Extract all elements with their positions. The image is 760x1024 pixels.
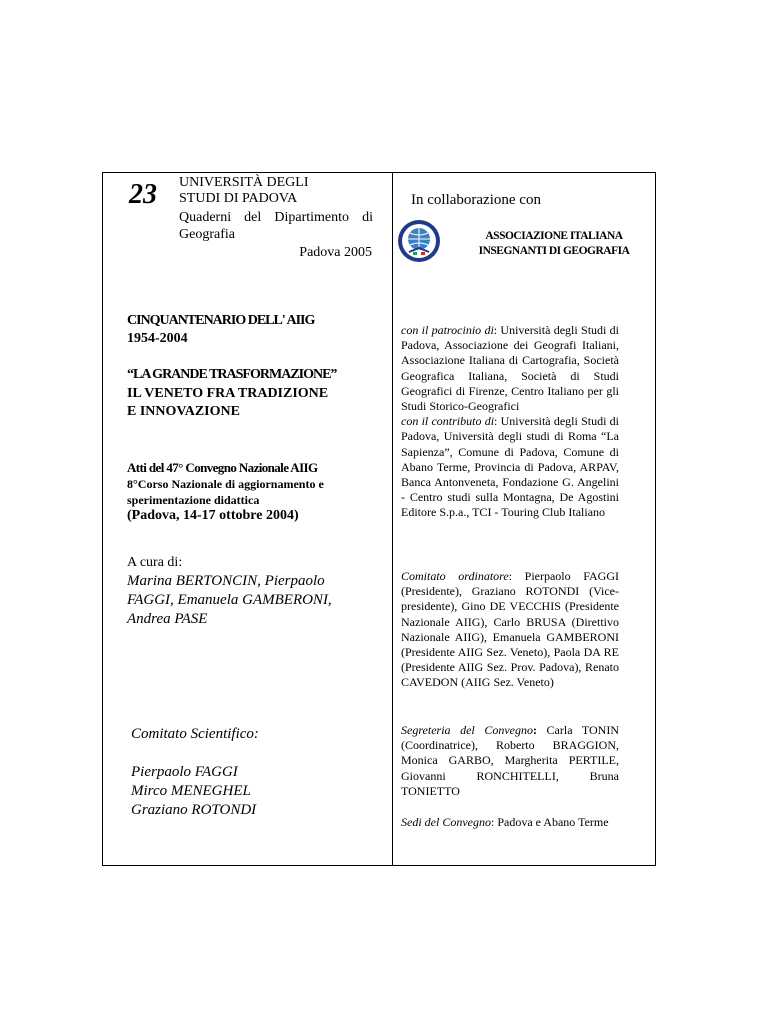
sedi-text: : Padova e Abano Terme bbox=[490, 815, 609, 829]
association-line: ASSOCIAZIONE ITALIANA bbox=[485, 230, 623, 242]
member: Mirco MENEGHEL bbox=[131, 783, 251, 799]
ordinatore-label: Comitato ordinatore bbox=[401, 569, 509, 583]
column-divider bbox=[392, 173, 393, 865]
segreteria-text: Carla TONIN (Coordinatrice), Roberto BRAGGION, Monica GARBO, Margherita PERTILE, Giovanni RONCHITELLI, Bruna TONIETTO bbox=[401, 723, 619, 798]
page-frame bbox=[102, 172, 656, 866]
member: Graziano ROTONDI bbox=[131, 802, 257, 818]
sedi-label: Sedi del Convegno bbox=[401, 815, 491, 829]
comitato-scientifico-title: Comitato Scientifico: bbox=[131, 726, 259, 742]
association-line: INSEGNANTI DI GEOGRAFIA bbox=[478, 245, 630, 257]
quaderni-line: Quaderni del Dipartimento di bbox=[179, 210, 373, 225]
contributo-text: : Università degli Studi di Padova, Università degli studi di Roma “La Sapienza”, Comune di Padova, Comune di Abano Terme, Provincia di Padova, ARPAV, Banca Antonveneta, Fondazione G. Angelini - Centro studi sulla Montagna, De Agostini Editore S.p.a., TCI - Touring Club Italiano bbox=[401, 414, 619, 520]
corso-line-part: sperimentazione didattica bbox=[127, 493, 260, 507]
a-cura-label: A cura di: bbox=[127, 555, 183, 570]
sponsors-paragraph bbox=[401, 323, 619, 521]
sedi-paragraph bbox=[401, 815, 619, 830]
segreteria-paragraph bbox=[401, 723, 619, 799]
collaboration-label: In collaborazione con bbox=[411, 192, 541, 208]
editors-line: FAGGI, Emanuela GAMBERONI, bbox=[127, 592, 332, 608]
subtitle bbox=[127, 385, 328, 421]
patrocinio-label: con il patrocinio di bbox=[401, 323, 494, 337]
corso-line-part: 8°Corso Nazionale di aggiornamento e bbox=[127, 477, 324, 491]
comitato-members bbox=[131, 763, 256, 820]
segreteria-label: Segreteria del Convegno bbox=[401, 723, 533, 737]
editors-line: Andrea PASE bbox=[127, 611, 208, 627]
member: Pierpaolo FAGGI bbox=[131, 764, 238, 780]
comitato-ordinatore-paragraph bbox=[401, 569, 619, 691]
cinquantenario-title: CINQUANTENARIO DELL' AIIG bbox=[127, 313, 315, 328]
corso-line bbox=[127, 476, 324, 508]
series-number: 23 bbox=[129, 179, 157, 210]
conference-date: (Padova, 14-17 ottobre 2004) bbox=[127, 508, 299, 523]
contributo-label: con il contributo di bbox=[401, 414, 495, 429]
atti-line: Atti del 47° Convegno Nazionale AIIG bbox=[127, 460, 318, 475]
ordinatore-text: : Pierpaolo FAGGI (Presidente), Graziano ROTONDI (Vice-presidente), Gino DE VECCHIS (Presidente Nazionale AIIG), Carlo BRUSA (Direttivo Nazionale AIIG), Emanuela GAMBERONI (Presidente AIIG Sez. Veneto), Paola DA RE (Presidente AIIG Sez. Prov. Padova), Renato CAVEDON (AIIG Sez. Veneto) bbox=[401, 569, 619, 690]
quaderni-line: Geografia bbox=[179, 227, 235, 242]
university-line: UNIVERSITÀ DEGLI bbox=[179, 175, 309, 190]
place-year: Padova 2005 bbox=[299, 245, 372, 260]
main-title: “LA GRANDE TRASFORMAZIONE” bbox=[127, 367, 337, 382]
university-name bbox=[179, 175, 308, 207]
editors bbox=[127, 572, 357, 629]
aiig-logo-icon bbox=[397, 219, 441, 263]
university-line: STUDI DI PADOVA bbox=[179, 191, 298, 206]
patrocinio-text: : Università degli Studi di Padova, Associazione dei Geografi Italiani, Associazione Italiana di Cartografia, Società Geografica Italiana, Società di Studi Geografici di Firenze, Centro Italiano per gli Studi Storico-Geografici bbox=[401, 323, 619, 414]
editors-line: Marina BERTONCIN, Pierpaolo bbox=[127, 573, 325, 589]
subtitle-line: E INNOVAZIONE bbox=[127, 404, 240, 419]
years: 1954-2004 bbox=[127, 331, 188, 346]
segreteria-colon: : bbox=[532, 723, 537, 737]
subtitle-line: IL VENETO FRA TRADIZIONE bbox=[127, 386, 329, 401]
association-name bbox=[459, 229, 649, 259]
